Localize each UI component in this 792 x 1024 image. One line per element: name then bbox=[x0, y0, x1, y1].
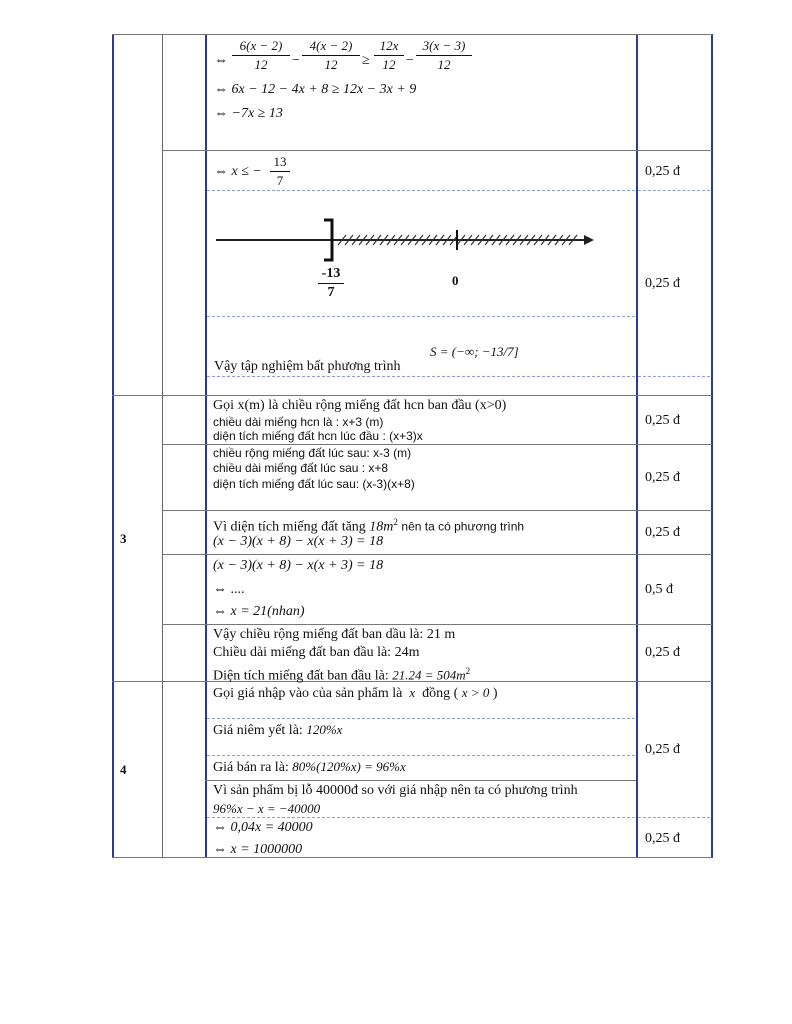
fraction: 3(x − 3) 12 bbox=[416, 38, 472, 73]
table-right-border bbox=[711, 34, 713, 858]
column-divider bbox=[636, 34, 638, 858]
q4-text-line: Giá bán ra là: 80%(120%x) = 96%x bbox=[213, 759, 406, 775]
dashed-divider bbox=[207, 190, 635, 191]
dashed-divider bbox=[638, 376, 710, 377]
dashed-divider bbox=[638, 190, 710, 191]
row-divider bbox=[162, 624, 712, 625]
q3-text-line: Vậy chiều rộng miếng đất ban dầu là: 21 m bbox=[213, 627, 456, 642]
table-left-border bbox=[112, 34, 114, 858]
dashed-divider bbox=[207, 817, 635, 818]
q3-text-line: chiều dài miếng đất lúc sau : x+8 bbox=[213, 461, 389, 475]
score: 0,25 đ bbox=[645, 276, 680, 291]
q3-text-line: chiều rộng miếng đất lúc sau: x-3 (m) bbox=[213, 446, 412, 460]
score: 0,25 đ bbox=[645, 645, 680, 660]
equation-line: ⇔ .... bbox=[213, 582, 245, 597]
column-divider bbox=[205, 34, 207, 858]
q4-text-line: Gọi giá nhập vào của sản phẩm là x đồng ( x > 0 ) bbox=[213, 685, 498, 701]
score: 0,25 đ bbox=[645, 470, 680, 485]
equation-line: ⇔ 0,04x = 40000 bbox=[213, 820, 313, 835]
score: 0,25 đ bbox=[645, 742, 680, 757]
column-divider bbox=[162, 34, 163, 858]
equiv-symbol: ⇔ bbox=[214, 53, 228, 68]
conclusion-text: Vậy tập nghiệm bất phương trình bbox=[214, 359, 401, 374]
score: 0,25 đ bbox=[645, 164, 680, 179]
q3-text-line: diện tích miếng đất lúc sau: (x-3)(x+8) bbox=[213, 477, 415, 491]
q4-text-line: Giá niêm yết là: 120%x bbox=[213, 722, 343, 738]
arrow-head-icon bbox=[584, 235, 594, 245]
q3-text-line: diện tích miếng đất hcn lúc đầu : (x+3)x bbox=[213, 429, 423, 443]
question-number: 4 bbox=[120, 762, 127, 777]
equation-line: (x − 3)(x + 8) − x(x + 3) = 18 bbox=[213, 534, 384, 549]
q3-text-line: Vì diện tích miếng đất tăng $18m^2$ nên ta có phương trình bbox=[213, 517, 525, 535]
dashed-divider bbox=[207, 718, 635, 719]
dashed-divider bbox=[638, 817, 710, 818]
dashed-divider bbox=[207, 316, 635, 317]
equation-line: (x − 3)(x + 8) − x(x + 3) = 18 bbox=[213, 558, 384, 573]
score: 0,25 đ bbox=[645, 525, 680, 540]
fraction: 13 7 bbox=[270, 154, 290, 189]
fraction: 4(x − 2) 12 bbox=[302, 38, 360, 73]
equation-line: 96%x − x = −40000 bbox=[213, 801, 321, 816]
dashed-divider bbox=[207, 755, 635, 756]
row-divider bbox=[112, 34, 712, 35]
bracket-label: -13 7 bbox=[318, 266, 344, 301]
score: 0,5 đ bbox=[645, 582, 673, 597]
question-number: 3 bbox=[120, 531, 127, 546]
row-divider bbox=[112, 395, 712, 396]
equation-line: ⇔ x = 1000000 bbox=[213, 842, 303, 857]
solution-set: S = (−∞; −13/7] bbox=[430, 344, 519, 359]
score: 0,25 đ bbox=[645, 413, 680, 428]
operator: − bbox=[292, 53, 300, 68]
operator: − bbox=[406, 53, 414, 68]
equation-line: ⇔ −7x ≥ 13 bbox=[214, 106, 283, 121]
q3-text-line: chiều dài miếng hcn là : x+3 (m) bbox=[213, 415, 384, 429]
table-bottom-border bbox=[112, 857, 712, 858]
operator: ≥ bbox=[362, 53, 370, 68]
q3-text-line: Chiều dài miếng đất ban đầu là: 24m bbox=[213, 645, 420, 660]
q3-text-line: Diện tích miếng đất ban đầu là: $21.24 = 504m^2$ bbox=[213, 666, 471, 684]
row-divider bbox=[205, 780, 636, 781]
zero-label: 0 bbox=[452, 273, 459, 288]
number-line-diagram bbox=[212, 212, 602, 270]
equation-line: ⇔ 6x − 12 − 4x + 8 ≥ 12x − 3x + 9 bbox=[214, 82, 417, 97]
q3-text-line: Gọi x(m) là chiều rộng miếng đất hcn ban đầu (x>0) bbox=[213, 398, 507, 413]
result-inequality: ⇔ x ≤ − bbox=[214, 164, 262, 179]
dashed-divider bbox=[207, 376, 635, 377]
equation-line: ⇔ x = 21(nhan) bbox=[213, 604, 305, 619]
score: 0,25 đ bbox=[645, 831, 680, 846]
row-divider bbox=[162, 554, 712, 555]
row-divider bbox=[162, 510, 712, 511]
row-divider bbox=[162, 444, 712, 445]
q4-text-line: Vì sản phẩm bị lỗ 40000đ so với giá nhập nên ta có phương trình bbox=[213, 783, 578, 798]
fraction: 6(x − 2) 12 bbox=[232, 38, 290, 73]
fraction: 12x 12 bbox=[374, 38, 404, 73]
row-divider bbox=[162, 150, 712, 151]
